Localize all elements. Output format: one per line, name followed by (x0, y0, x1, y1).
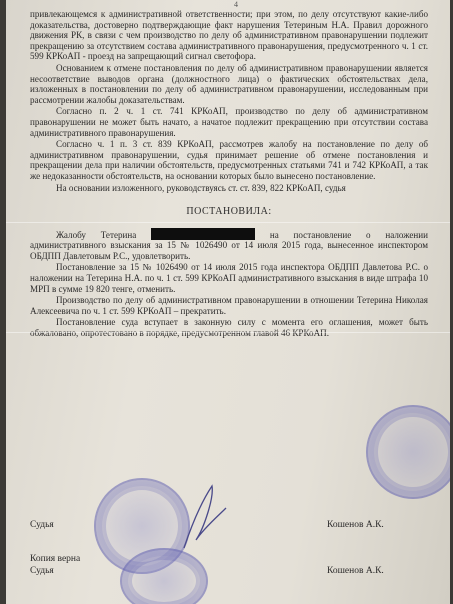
paragraph-complaint: Жалобу Тетерина на постановление о наложении административного взыскания за 15 № 1026490 от 14 июля 2015 года, вынесенное инспектором ОБДПП Давлетовым Р.С., удовлетворить. (30, 229, 428, 261)
paragraph-basis: На основании изложенного, руководствуясь ст. ст. 839, 822 КРКоАП, судья (56, 182, 346, 193)
paper-fold-line (6, 332, 450, 333)
page-number: 4 (234, 0, 238, 9)
paragraph-article-839: Согласно ч. 1 п. 3 ст. 839 КРКоАП, рассмотрев жалобу на постановление по делу об административном правонарушении, судья принимает решение об отмене постановления и прекращении дела при наличии обстоятельств, предусмотренных статьями 741 и 742 КРКоАП, а так же недоказанности обстоятельств, на основании которых было вынесено постановление. (30, 139, 428, 181)
paragraph-intro: привлекающемся к административной ответственности; при этом, по делу отсутствуют какие-либо доказательства, достоверно подтверждающие факт нарушения Тетериным Н.А. Правил дорожного движения РК, в связи с чем производство по делу об административном правонарушении подлежит прекращению за отсутствием состава административного правонарушения, предусмотренного ч. 1 ст. 599 КРКоАП - проезд на запрещающий сигнал светофора. (30, 9, 428, 62)
paragraph-order-annulled: Постановление за 15 № 1026490 от 14 июля 2015 года инспектора ОБДПП Давлетова Р.С. о наложении на Тетерина Н.А. по ч. 1 ст. 599 КРКоАП административного взыскания в виде штрафа 10 МРП в сумме 19 820 тенге, отменить. (30, 262, 428, 294)
decision-title: ПОСТАНОВИЛА: (186, 206, 272, 218)
paragraph-grounds: Основанием к отмене постановления по делу об административном правонарушении является несоответствие выводов органа (должностного лица) о фактических обстоятельствах дела, изложенных в постановлении по делу об административном правонарушении, исследованным при рассмотрении жалобы доказательствам. (30, 62, 428, 105)
signature-name-judge: Кошенов А.К. (327, 520, 384, 530)
redaction-bar (151, 228, 255, 240)
paragraph-article-741: Согласно п. 2 ч. 1 ст. 741 КРКоАП, производство по делу об административном правонарушении не может быть начато, а начатое подлежит прекращению при отсутствии состава административного правонарушения. (30, 106, 428, 138)
copy-true-label: Копия верна (30, 554, 81, 564)
signature-row-copy (30, 566, 430, 576)
document-body (30, 9, 428, 340)
signature-label-copy: Судья (30, 566, 54, 576)
paragraph-proceedings-terminated: Производство по делу об административном правонарушении в отношении Тетерина Николая Алексеевича по ч. 1 ст. 599 КРКоАП – прекратить. (30, 295, 428, 316)
document-page (6, 0, 450, 604)
signature-name-copy: Кошенов А.К. (327, 566, 384, 576)
paper-fold-line (6, 222, 450, 223)
signature-label-judge: Судья (30, 520, 54, 530)
paragraph-effect: Постановление суда вступает в законную силу с момента его оглашения, может быть обжаловано, опротестовано в порядке, предусмотренном главой 46 КРКоАП. (30, 317, 428, 339)
side-stamp-text (406, 340, 448, 460)
handwritten-signature (174, 478, 234, 558)
